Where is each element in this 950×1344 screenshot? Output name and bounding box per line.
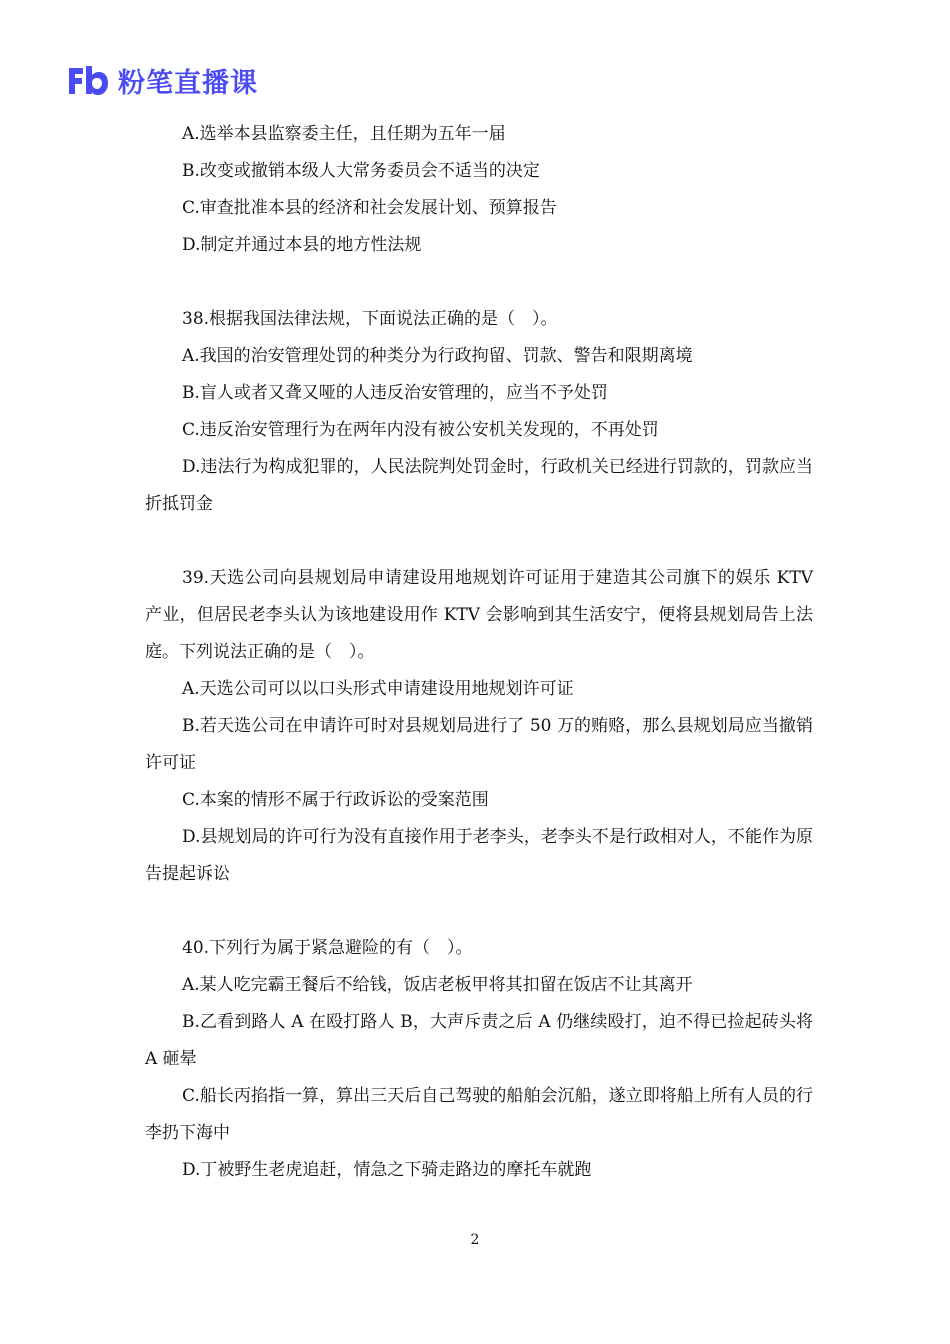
question-content [145,116,813,1226]
page-number: 2 [470,1232,480,1248]
option-c: C.船长丙掐指一算，算出三天后自己驾驶的船舶会沉船，遂立即将船上所有人员的行李扔下海中 [145,1086,813,1143]
option-d: D.制定并通过本县的地方性法规 [182,235,422,255]
question-39 [145,560,813,893]
question-37 [145,116,813,264]
option-a: A.我国的治安管理处罚的种类分为行政拘留、罚款、警告和限期离境 [182,346,693,366]
option-c: C.违反治安管理行为在两年内没有被公安机关发现的，不再处罚 [182,420,659,440]
brand-logo [66,62,258,98]
option-c: C.本案的情形不属于行政诉讼的受案范围 [182,790,489,810]
option-a: A.某人吃完霸王餐后不给钱，饭店老板甲将其扣留在饭店不让其离开 [182,975,693,995]
option-b: B.乙看到路人 A 在殴打路人 B，大声斥责之后 A 仍继续殴打，迫不得已捡起砖头将 A 砸晕 [145,1012,813,1069]
question-40 [145,930,813,1189]
question-stem: 39.天选公司向县规划局申请建设用地规划许可证用于建造其公司旗下的娱乐 KTV 产业，但居民老李头认为该地建设用作 KTV 会影响到其生活安宁，便将县规划局告上法庭。下列说法正确的是（ ）。 [145,568,813,662]
fb-logo-icon [66,64,110,96]
option-c: C.审查批准本县的经济和社会发展计划、预算报告 [182,198,557,218]
option-a: A.天选公司可以以口头形式申请建设用地规划许可证 [182,679,574,699]
option-b: B.若天选公司在申请许可时对县规划局进行了 50 万的贿赂，那么县规划局应当撤销许可证 [145,716,813,773]
option-d: D.丁被野生老虎追赶，情急之下骑走路边的摩托车就跑 [182,1160,592,1180]
question-38 [145,301,813,523]
question-stem: 40.下列行为属于紧急避险的有（ ）。 [182,938,473,958]
option-d: D.县规划局的许可行为没有直接作用于老李头，老李头不是行政相对人，不能作为原告提起诉讼 [145,827,813,884]
option-b: B.改变或撤销本级人大常务委员会不适当的决定 [182,161,540,181]
option-d: D.违法行为构成犯罪的，人民法院判处罚金时，行政机关已经进行罚款的，罚款应当折抵罚金 [145,457,813,514]
question-stem: 38.根据我国法律法规，下面说法正确的是（ ）。 [182,309,558,329]
option-a: A.选举本县监察委主任，且任期为五年一届 [182,124,506,144]
brand-name: 粉笔直播课 [118,67,258,99]
option-b: B.盲人或者又聋又哑的人违反治安管理的，应当不予处罚 [182,383,608,403]
